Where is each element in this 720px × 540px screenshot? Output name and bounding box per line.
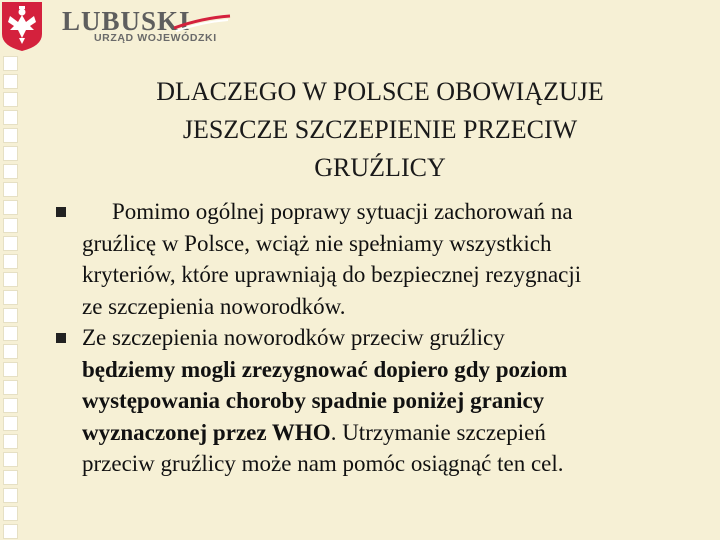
title-line: JESZCZE SZCZEPIENIE PRZECIW — [182, 115, 578, 144]
bold-text: wyznaczonej przez WHO — [82, 419, 331, 445]
bullet-line: przeciw gruźlicy może nam pomóc osiągnąć ten cel. — [82, 451, 564, 476]
title-line: GRUŹLICY — [314, 153, 446, 182]
regular-text: . Utrzymanie szczepień — [330, 419, 546, 445]
polish-eagle-emblem-icon — [0, 0, 44, 52]
bullet-line: ze szczepienia noworodków. — [82, 293, 346, 319]
bullet-square-icon — [56, 333, 66, 343]
brand-name: LUBUSKI — [62, 6, 191, 36]
bullet-line — [82, 417, 696, 449]
bullet-line: występowania choroby spadnie poniżej granicy — [82, 388, 545, 413]
bullet-item — [56, 196, 696, 322]
bullet-list — [56, 196, 696, 480]
flag-swoosh-icon — [172, 14, 232, 34]
title-line: DLACZEGO W POLSCE OBOWIĄZUJE — [156, 77, 604, 106]
decorative-side-strip — [0, 56, 22, 540]
bullet-line: kryteriów, które uprawniają do bezpiecznej rezygnacji — [82, 262, 582, 287]
slide-title — [100, 73, 660, 187]
brand-subtitle: URZĄD WOJEWÓDZKI — [94, 32, 217, 44]
bullet-line: Pomimo ogólnej poprawy sytuacji zachorowań na — [112, 199, 573, 224]
bullet-line: będziemy mogli zrezygnować dopiero gdy poziom — [82, 356, 568, 382]
bullet-item — [56, 322, 696, 480]
bullet-square-icon — [56, 207, 66, 217]
bullet-line: gruźlicę w Polsce, wciąż nie spełniamy wszystkich — [82, 230, 552, 256]
bullet-line: Ze szczepienia noworodków przeciw gruźlicy — [82, 325, 505, 350]
